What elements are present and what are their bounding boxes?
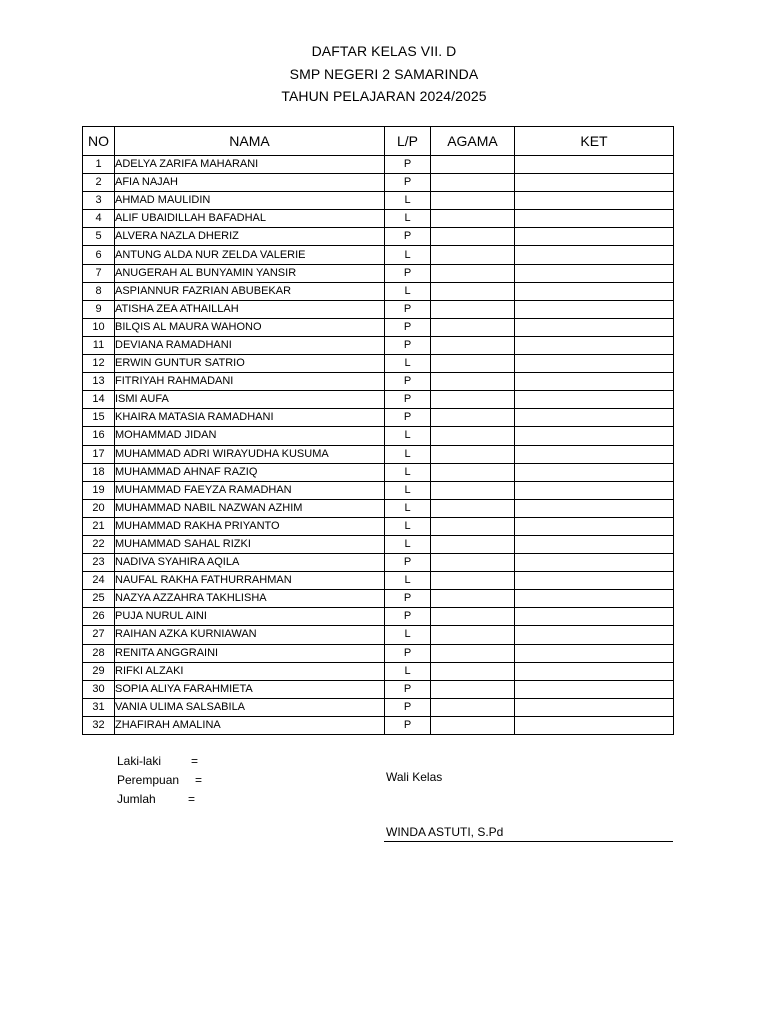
cell-agama <box>431 282 515 300</box>
cell-nama: AFIA NAJAH <box>115 174 385 192</box>
cell-lp: L <box>385 445 431 463</box>
table-row <box>83 680 674 698</box>
cell-ket <box>515 336 674 354</box>
cell-lp: L <box>385 192 431 210</box>
cell-lp: L <box>385 282 431 300</box>
summary-female-row <box>117 771 202 790</box>
table-row <box>83 463 674 481</box>
table-row <box>83 318 674 336</box>
table-row <box>83 246 674 264</box>
cell-ket <box>515 318 674 336</box>
cell-lp: P <box>385 554 431 572</box>
cell-agama <box>431 355 515 373</box>
cell-agama <box>431 264 515 282</box>
summary-female-equals: = <box>195 773 203 787</box>
cell-ket <box>515 698 674 716</box>
cell-nama: DEVIANA RAMADHANI <box>115 336 385 354</box>
table-row <box>83 481 674 499</box>
table-row <box>83 572 674 590</box>
cell-ket <box>515 626 674 644</box>
cell-ket <box>515 300 674 318</box>
column-header-agama: AGAMA <box>431 127 515 156</box>
cell-no: 23 <box>83 554 115 572</box>
cell-lp: L <box>385 246 431 264</box>
cell-ket <box>515 409 674 427</box>
cell-agama <box>431 644 515 662</box>
cell-lp: L <box>385 535 431 553</box>
cell-lp: L <box>385 626 431 644</box>
cell-agama <box>431 499 515 517</box>
cell-no: 20 <box>83 499 115 517</box>
title-school-name: SMP NEGERI 2 SAMARINDA <box>289 65 479 82</box>
cell-no: 26 <box>83 608 115 626</box>
cell-lp: P <box>385 391 431 409</box>
cell-lp: P <box>385 590 431 608</box>
cell-lp: P <box>385 318 431 336</box>
cell-ket <box>515 228 674 246</box>
cell-no: 14 <box>83 391 115 409</box>
table-row <box>83 662 674 680</box>
cell-no: 8 <box>83 282 115 300</box>
summary-total-row <box>117 790 202 809</box>
cell-no: 2 <box>83 174 115 192</box>
cell-agama <box>431 318 515 336</box>
cell-no: 29 <box>83 662 115 680</box>
summary-male-label: Laki-laki <box>117 754 162 768</box>
summary-male-row <box>117 752 202 771</box>
cell-nama: ANUGERAH AL BUNYAMIN YANSIR <box>115 264 385 282</box>
cell-nama: FITRIYAH RAHMADANI <box>115 373 385 391</box>
cell-lp: P <box>385 680 431 698</box>
cell-agama <box>431 698 515 716</box>
table-row <box>83 590 674 608</box>
cell-ket <box>515 282 674 300</box>
cell-lp: L <box>385 210 431 228</box>
cell-lp: P <box>385 698 431 716</box>
cell-no: 25 <box>83 590 115 608</box>
cell-nama: MUHAMMAD NABIL NAZWAN AZHIM <box>115 499 385 517</box>
table-row <box>83 427 674 445</box>
cell-nama: AHMAD MAULIDIN <box>115 192 385 210</box>
cell-lp: P <box>385 644 431 662</box>
cell-no: 31 <box>83 698 115 716</box>
table-row <box>83 210 674 228</box>
table-row <box>83 228 674 246</box>
cell-nama: ANTUNG ALDA NUR ZELDA VALERIE <box>115 246 385 264</box>
summary-female-label: Perempuan <box>117 773 180 787</box>
cell-lp: L <box>385 481 431 499</box>
cell-lp: P <box>385 300 431 318</box>
cell-no: 3 <box>83 192 115 210</box>
cell-ket <box>515 391 674 409</box>
cell-agama <box>431 391 515 409</box>
cell-nama: SOPIA ALIYA FARAHMIETA <box>115 680 385 698</box>
summary-total-label: Jumlah <box>117 792 156 806</box>
cell-agama <box>431 156 515 174</box>
cell-agama <box>431 716 515 734</box>
cell-agama <box>431 463 515 481</box>
cell-nama: ALIF UBAIDILLAH BAFADHAL <box>115 210 385 228</box>
table-row <box>83 409 674 427</box>
table-row <box>83 373 674 391</box>
table-row <box>83 716 674 734</box>
cell-no: 16 <box>83 427 115 445</box>
cell-agama <box>431 445 515 463</box>
cell-no: 12 <box>83 355 115 373</box>
column-header-lp: L/P <box>385 127 431 156</box>
cell-no: 15 <box>83 409 115 427</box>
cell-ket <box>515 716 674 734</box>
cell-ket <box>515 680 674 698</box>
table-row <box>83 608 674 626</box>
cell-nama: ASPIANNUR FAZRIAN ABUBEKAR <box>115 282 385 300</box>
cell-lp: P <box>385 336 431 354</box>
cell-no: 30 <box>83 680 115 698</box>
cell-no: 19 <box>83 481 115 499</box>
table-row <box>83 517 674 535</box>
table-row <box>83 391 674 409</box>
cell-nama: RIFKI ALZAKI <box>115 662 385 680</box>
cell-nama: ZHAFIRAH AMALINA <box>115 716 385 734</box>
cell-agama <box>431 300 515 318</box>
cell-agama <box>431 427 515 445</box>
cell-nama: MOHAMMAD JIDAN <box>115 427 385 445</box>
cell-ket <box>515 662 674 680</box>
cell-no: 1 <box>83 156 115 174</box>
cell-nama: KHAIRA MATASIA RAMADHANI <box>115 409 385 427</box>
column-header-ket: KET <box>515 127 674 156</box>
cell-nama: VANIA ULIMA SALSABILA <box>115 698 385 716</box>
gender-summary <box>117 752 202 809</box>
cell-lp: P <box>385 264 431 282</box>
cell-nama: ALVERA NAZLA DHERIZ <box>115 228 385 246</box>
cell-lp: L <box>385 355 431 373</box>
cell-nama: MUHAMMAD FAEYZA RAMADHAN <box>115 481 385 499</box>
cell-nama: ADELYA ZARIFA MAHARANI <box>115 156 385 174</box>
table-row <box>83 264 674 282</box>
cell-agama <box>431 535 515 553</box>
cell-nama: MUHAMMAD ADRI WIRAYUDHA KUSUMA <box>115 445 385 463</box>
homeroom-teacher-name: WINDA ASTUTI, S.Pd <box>386 825 504 839</box>
table-header-row <box>83 127 674 156</box>
cell-nama: NAUFAL RAKHA FATHURRAHMAN <box>115 572 385 590</box>
cell-no: 9 <box>83 300 115 318</box>
cell-lp: L <box>385 463 431 481</box>
cell-agama <box>431 481 515 499</box>
cell-ket <box>515 427 674 445</box>
column-header-no: NO <box>83 127 115 156</box>
cell-nama: MUHAMMAD AHNAF RAZIQ <box>115 463 385 481</box>
cell-ket <box>515 246 674 264</box>
cell-lp: P <box>385 228 431 246</box>
cell-nama: MUHAMMAD RAKHA PRIYANTO <box>115 517 385 535</box>
cell-no: 7 <box>83 264 115 282</box>
cell-no: 27 <box>83 626 115 644</box>
table-row <box>83 355 674 373</box>
cell-ket <box>515 590 674 608</box>
cell-nama: ERWIN GUNTUR SATRIO <box>115 355 385 373</box>
cell-ket <box>515 499 674 517</box>
cell-no: 24 <box>83 572 115 590</box>
cell-lp: L <box>385 427 431 445</box>
cell-agama <box>431 590 515 608</box>
table-body <box>83 156 674 735</box>
cell-lp: P <box>385 373 431 391</box>
cell-lp: P <box>385 716 431 734</box>
cell-ket <box>515 373 674 391</box>
table-row <box>83 192 674 210</box>
cell-ket <box>515 572 674 590</box>
cell-ket <box>515 156 674 174</box>
table-row <box>83 554 674 572</box>
cell-lp: P <box>385 409 431 427</box>
cell-agama <box>431 608 515 626</box>
cell-agama <box>431 228 515 246</box>
table-row <box>83 282 674 300</box>
cell-no: 5 <box>83 228 115 246</box>
cell-lp: L <box>385 499 431 517</box>
cell-agama <box>431 336 515 354</box>
cell-agama <box>431 626 515 644</box>
cell-ket <box>515 192 674 210</box>
table-row <box>83 535 674 553</box>
title-academic-year: TAHUN PELAJARAN 2024/2025 <box>281 88 487 104</box>
document-title <box>0 40 768 108</box>
cell-nama: RAIHAN AZKA KURNIAWAN <box>115 626 385 644</box>
cell-lp: L <box>385 572 431 590</box>
cell-nama: NAZYA AZZAHRA TAKHLISHA <box>115 590 385 608</box>
cell-no: 28 <box>83 644 115 662</box>
cell-nama: ISMI AUFA <box>115 391 385 409</box>
table-row <box>83 156 674 174</box>
cell-nama: PUJA NURUL AINI <box>115 608 385 626</box>
cell-ket <box>515 517 674 535</box>
homeroom-teacher-role: Wali Kelas <box>386 770 443 784</box>
cell-ket <box>515 264 674 282</box>
cell-ket <box>515 210 674 228</box>
cell-no: 17 <box>83 445 115 463</box>
cell-ket <box>515 463 674 481</box>
cell-nama: MUHAMMAD SAHAL RIZKI <box>115 535 385 553</box>
cell-agama <box>431 192 515 210</box>
signature-line <box>384 841 673 842</box>
cell-nama: RENITA ANGGRAINI <box>115 644 385 662</box>
cell-ket <box>515 535 674 553</box>
cell-no: 18 <box>83 463 115 481</box>
cell-no: 11 <box>83 336 115 354</box>
cell-no: 13 <box>83 373 115 391</box>
cell-nama: ATISHA ZEA ATHAILLAH <box>115 300 385 318</box>
cell-lp: P <box>385 608 431 626</box>
cell-no: 6 <box>83 246 115 264</box>
cell-no: 22 <box>83 535 115 553</box>
cell-lp: P <box>385 156 431 174</box>
cell-agama <box>431 662 515 680</box>
table-row <box>83 644 674 662</box>
cell-lp: L <box>385 662 431 680</box>
summary-total-equals: = <box>188 792 196 806</box>
cell-ket <box>515 355 674 373</box>
table-row <box>83 336 674 354</box>
cell-agama <box>431 517 515 535</box>
cell-agama <box>431 554 515 572</box>
table-row <box>83 445 674 463</box>
cell-agama <box>431 409 515 427</box>
cell-ket <box>515 174 674 192</box>
cell-agama <box>431 210 515 228</box>
cell-no: 4 <box>83 210 115 228</box>
cell-ket <box>515 608 674 626</box>
cell-agama <box>431 572 515 590</box>
table-row <box>83 499 674 517</box>
column-header-nama: NAMA <box>115 127 385 156</box>
cell-ket <box>515 644 674 662</box>
title-class-list: DAFTAR KELAS VII. D <box>311 43 457 59</box>
cell-no: 21 <box>83 517 115 535</box>
cell-ket <box>515 554 674 572</box>
cell-agama <box>431 174 515 192</box>
table-row <box>83 626 674 644</box>
table-row <box>83 174 674 192</box>
table-row <box>83 698 674 716</box>
table-row <box>83 300 674 318</box>
cell-agama <box>431 246 515 264</box>
cell-agama <box>431 680 515 698</box>
cell-ket <box>515 481 674 499</box>
cell-lp: L <box>385 517 431 535</box>
summary-male-equals: = <box>191 754 199 768</box>
cell-lp: P <box>385 174 431 192</box>
cell-nama: NADIVA SYAHIRA AQILA <box>115 554 385 572</box>
cell-ket <box>515 445 674 463</box>
student-roster-table <box>82 126 674 735</box>
cell-agama <box>431 373 515 391</box>
cell-no: 32 <box>83 716 115 734</box>
cell-no: 10 <box>83 318 115 336</box>
cell-nama: BILQIS AL MAURA WAHONO <box>115 318 385 336</box>
